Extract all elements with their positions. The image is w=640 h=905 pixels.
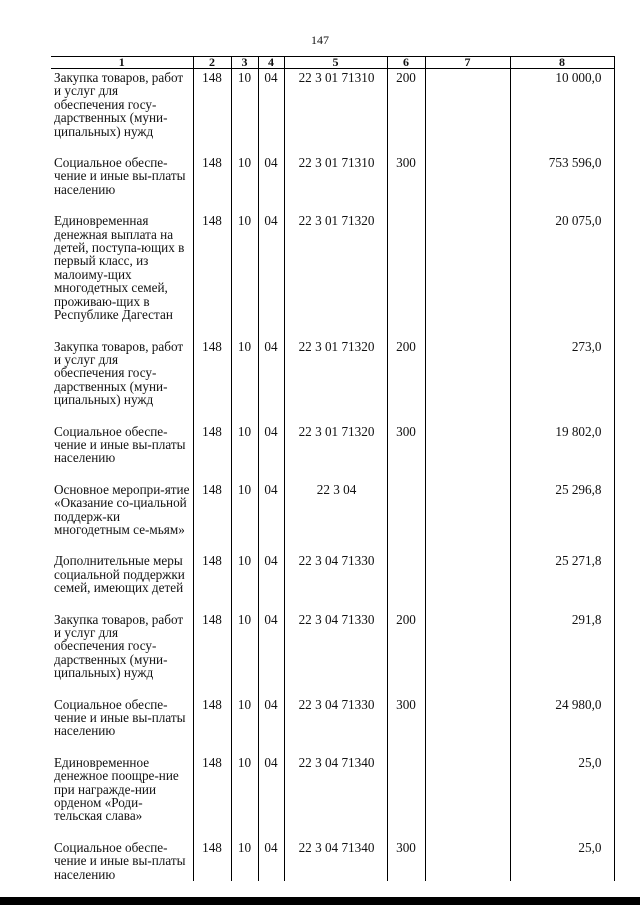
subsection-code: 04 xyxy=(258,338,284,423)
section-code: 10 xyxy=(231,423,258,481)
column-header: 2 xyxy=(193,57,231,69)
ministry-code: 148 xyxy=(193,481,231,553)
expense-type-code xyxy=(387,754,425,839)
budget-table xyxy=(51,56,615,881)
expense-type-code: 300 xyxy=(387,839,425,881)
section-code: 10 xyxy=(231,212,258,337)
expense-name: Закупка товаров, работ и услуг для обеспечения госу-дарственных (муни-ципальных) нужд xyxy=(51,69,193,155)
section-code: 10 xyxy=(231,754,258,839)
amount-value: 273,0 xyxy=(510,338,614,423)
column-7-value xyxy=(425,611,510,696)
expense-name: Социальное обеспе-чение и иные вы-платы населению xyxy=(51,423,193,481)
amount-value: 25 296,8 xyxy=(510,481,614,553)
target-article-code: 22 3 04 71340 xyxy=(284,839,387,881)
ministry-code: 148 xyxy=(193,696,231,754)
table-row xyxy=(51,338,614,423)
amount-value: 291,8 xyxy=(510,611,614,696)
page-number: 147 xyxy=(311,33,329,47)
column-7-value xyxy=(425,552,510,610)
column-7-value xyxy=(425,338,510,423)
expense-name: Социальное обеспе-чение и иные вы-платы населению xyxy=(51,696,193,754)
ministry-code: 148 xyxy=(193,154,231,212)
subsection-code: 04 xyxy=(258,423,284,481)
target-article-code: 22 3 01 71320 xyxy=(284,338,387,423)
expense-type-code xyxy=(387,212,425,337)
expense-type-code: 300 xyxy=(387,696,425,754)
ministry-code: 148 xyxy=(193,338,231,423)
amount-value: 20 075,0 xyxy=(510,212,614,337)
column-7-value xyxy=(425,423,510,481)
target-article-code: 22 3 01 71310 xyxy=(284,154,387,212)
subsection-code: 04 xyxy=(258,754,284,839)
ministry-code: 148 xyxy=(193,552,231,610)
column-7-value xyxy=(425,754,510,839)
column-7-value xyxy=(425,481,510,553)
amount-value: 753 596,0 xyxy=(510,154,614,212)
column-7-value xyxy=(425,696,510,754)
column-header: 6 xyxy=(387,57,425,69)
table-row xyxy=(51,754,614,839)
ministry-code: 148 xyxy=(193,423,231,481)
column-header: 4 xyxy=(258,57,284,69)
header-row xyxy=(51,57,614,69)
expense-type-code: 200 xyxy=(387,338,425,423)
expense-name: Дополнительные меры социальной поддержки семей, имеющих детей xyxy=(51,552,193,610)
expense-type-code: 300 xyxy=(387,423,425,481)
section-code: 10 xyxy=(231,696,258,754)
expense-name: Единовременная денежная выплата на детей, поступа-ющих в первый класс, из малоиму-щих многодетных семей, проживаю-щих в Республике Дагестан xyxy=(51,212,193,337)
amount-value: 25 271,8 xyxy=(510,552,614,610)
expense-name: Единовременное денежное поощре-ние при награжде-нии орденом «Роди-тельская слава» xyxy=(51,754,193,839)
subsection-code: 04 xyxy=(258,552,284,610)
target-article-code: 22 3 01 71320 xyxy=(284,423,387,481)
column-header: 1 xyxy=(51,57,193,69)
amount-value: 25,0 xyxy=(510,839,614,881)
target-article-code: 22 3 04 71340 xyxy=(284,754,387,839)
table-row xyxy=(51,839,614,881)
amount-value: 25,0 xyxy=(510,754,614,839)
expense-name: Закупка товаров, работ и услуг для обеспечения госу-дарственных (муни-ципальных) нужд xyxy=(51,611,193,696)
expense-name: Социальное обеспе-чение и иные вы-платы населению xyxy=(51,154,193,212)
expense-type-code: 200 xyxy=(387,611,425,696)
target-article-code: 22 3 01 71310 xyxy=(284,69,387,155)
target-article-code: 22 3 01 71320 xyxy=(284,212,387,337)
section-code: 10 xyxy=(231,154,258,212)
table-row xyxy=(51,552,614,610)
expense-name: Основное меропри-ятие «Оказание со-циальной поддерж-ки многодетным се-мьям» xyxy=(51,481,193,553)
subsection-code: 04 xyxy=(258,69,284,155)
ministry-code: 148 xyxy=(193,839,231,881)
subsection-code: 04 xyxy=(258,696,284,754)
table-row xyxy=(51,611,614,696)
expense-type-code xyxy=(387,552,425,610)
section-code: 10 xyxy=(231,69,258,155)
expense-type-code: 200 xyxy=(387,69,425,155)
column-header: 5 xyxy=(284,57,387,69)
section-code: 10 xyxy=(231,611,258,696)
table-row xyxy=(51,481,614,553)
expense-name: Социальное обеспе-чение и иные вы-платы населению xyxy=(51,839,193,881)
column-header: 8 xyxy=(510,57,614,69)
target-article-code: 22 3 04 xyxy=(284,481,387,553)
ministry-code: 148 xyxy=(193,212,231,337)
section-code: 10 xyxy=(231,338,258,423)
subsection-code: 04 xyxy=(258,611,284,696)
column-7-value xyxy=(425,69,510,155)
table-row xyxy=(51,423,614,481)
table-row xyxy=(51,154,614,212)
subsection-code: 04 xyxy=(258,839,284,881)
column-header: 3 xyxy=(231,57,258,69)
amount-value: 10 000,0 xyxy=(510,69,614,155)
section-code: 10 xyxy=(231,481,258,553)
table-row xyxy=(51,69,614,155)
expense-name: Закупка товаров, работ и услуг для обеспечения госу-дарственных (муни-ципальных) нужд xyxy=(51,338,193,423)
ministry-code: 148 xyxy=(193,611,231,696)
column-7-value xyxy=(425,839,510,881)
amount-value: 19 802,0 xyxy=(510,423,614,481)
amount-value: 24 980,0 xyxy=(510,696,614,754)
ministry-code: 148 xyxy=(193,69,231,155)
scan-edge-bar xyxy=(0,897,640,905)
column-7-value xyxy=(425,154,510,212)
column-header: 7 xyxy=(425,57,510,69)
expense-type-code: 300 xyxy=(387,154,425,212)
subsection-code: 04 xyxy=(258,212,284,337)
ministry-code: 148 xyxy=(193,754,231,839)
subsection-code: 04 xyxy=(258,481,284,553)
column-7-value xyxy=(425,212,510,337)
section-code: 10 xyxy=(231,552,258,610)
section-code: 10 xyxy=(231,839,258,881)
target-article-code: 22 3 04 71330 xyxy=(284,696,387,754)
table-row xyxy=(51,696,614,754)
expense-type-code xyxy=(387,481,425,553)
target-article-code: 22 3 04 71330 xyxy=(284,552,387,610)
subsection-code: 04 xyxy=(258,154,284,212)
table-row xyxy=(51,212,614,337)
target-article-code: 22 3 04 71330 xyxy=(284,611,387,696)
